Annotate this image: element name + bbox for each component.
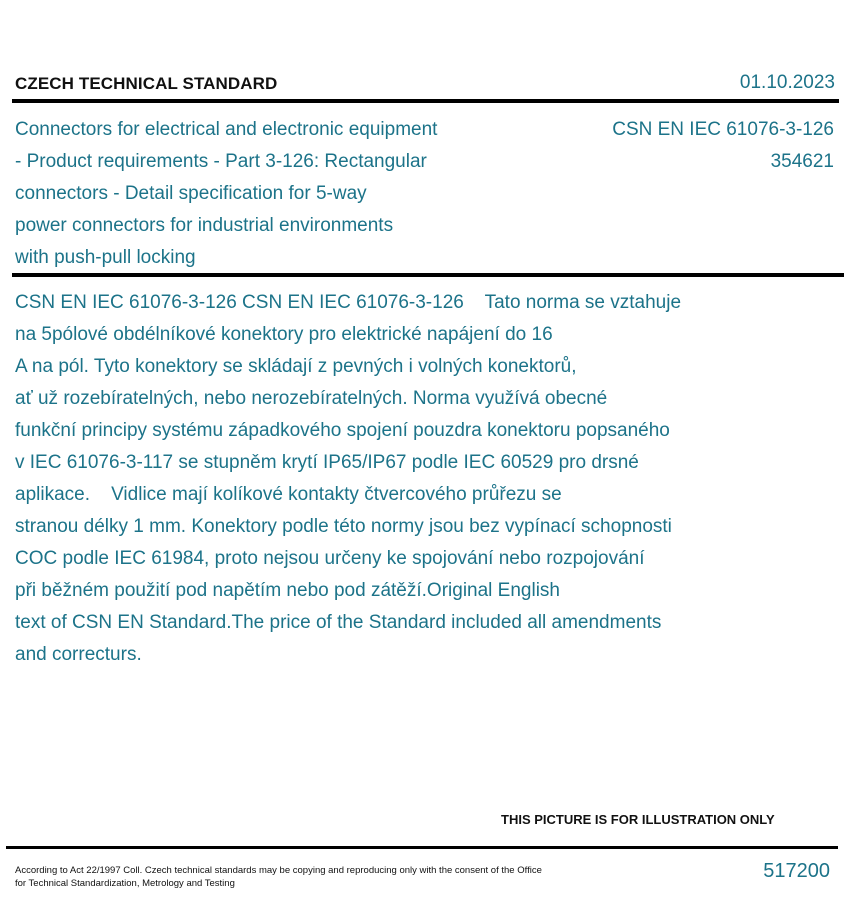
footer-divider bbox=[6, 846, 838, 849]
copyright-line: According to Act 22/1997 Coll. Czech technical standards may be copying and reproducing only with the consent of the Office bbox=[15, 865, 542, 876]
standard-title bbox=[15, 114, 515, 274]
document-type-label: CZECH TECHNICAL STANDARD bbox=[15, 74, 278, 93]
description-line: COC podle IEC 61984, proto nejsou určeny ke spojování nebo rozpojování bbox=[15, 548, 645, 569]
illustration-notice: THIS PICTURE IS FOR ILLUSTRATION ONLY bbox=[501, 812, 775, 827]
description-line: v IEC 61076-3-117 se stupněm krytí IP65/IP67 podle IEC 60529 pro drsné bbox=[15, 452, 639, 473]
copyright-notice bbox=[15, 864, 542, 890]
description-line: při běžném použití pod napětím nebo pod zátěží.Original English bbox=[15, 580, 560, 601]
header-divider bbox=[12, 99, 839, 103]
title-divider bbox=[12, 273, 844, 277]
description-line: text of CSN EN Standard.The price of the Standard included all amendments bbox=[15, 612, 662, 633]
description-line: funkční principy systému západkového spojení pouzdra konektoru popsaného bbox=[15, 420, 670, 441]
description-line: A na pól. Tyto konektory se skládají z pevných i volných konektorů, bbox=[15, 356, 577, 377]
description-line: CSN EN IEC 61076-3-126 CSN EN IEC 61076-3-126 Tato norma se vztahuje bbox=[15, 292, 682, 313]
title-line: - Product requirements - Part 3-126: Rectangular bbox=[15, 151, 427, 172]
description-line: aplikace. Vidlice mají kolíkové kontakty čtvercového průřezu se bbox=[15, 484, 562, 505]
standard-description bbox=[15, 287, 815, 671]
standard-code: CSN EN IEC 61076-3-126 bbox=[612, 119, 834, 140]
copyright-line: for Technical Standardization, Metrology and Testing bbox=[15, 878, 235, 889]
product-number: 517200 bbox=[763, 860, 830, 882]
title-line: with push-pull locking bbox=[15, 247, 196, 268]
standard-identifier bbox=[612, 114, 834, 178]
standard-number: 354621 bbox=[770, 151, 834, 172]
description-line: stranou délky 1 mm. Konektory podle této normy jsou bez vypínací schopnosti bbox=[15, 516, 672, 537]
description-line: na 5pólové obdélníkové konektory pro elektrické napájení do 16 bbox=[15, 324, 553, 345]
description-line: and correcturs. bbox=[15, 644, 142, 665]
description-line: ať už rozebíratelných, nebo nerozebíratelných. Norma využívá obecné bbox=[15, 388, 608, 409]
title-line: power connectors for industrial environments bbox=[15, 215, 394, 236]
title-line: Connectors for electrical and electronic equipment bbox=[15, 119, 438, 140]
title-line: connectors - Detail specification for 5-way bbox=[15, 183, 367, 204]
publication-date: 01.10.2023 bbox=[739, 72, 835, 93]
